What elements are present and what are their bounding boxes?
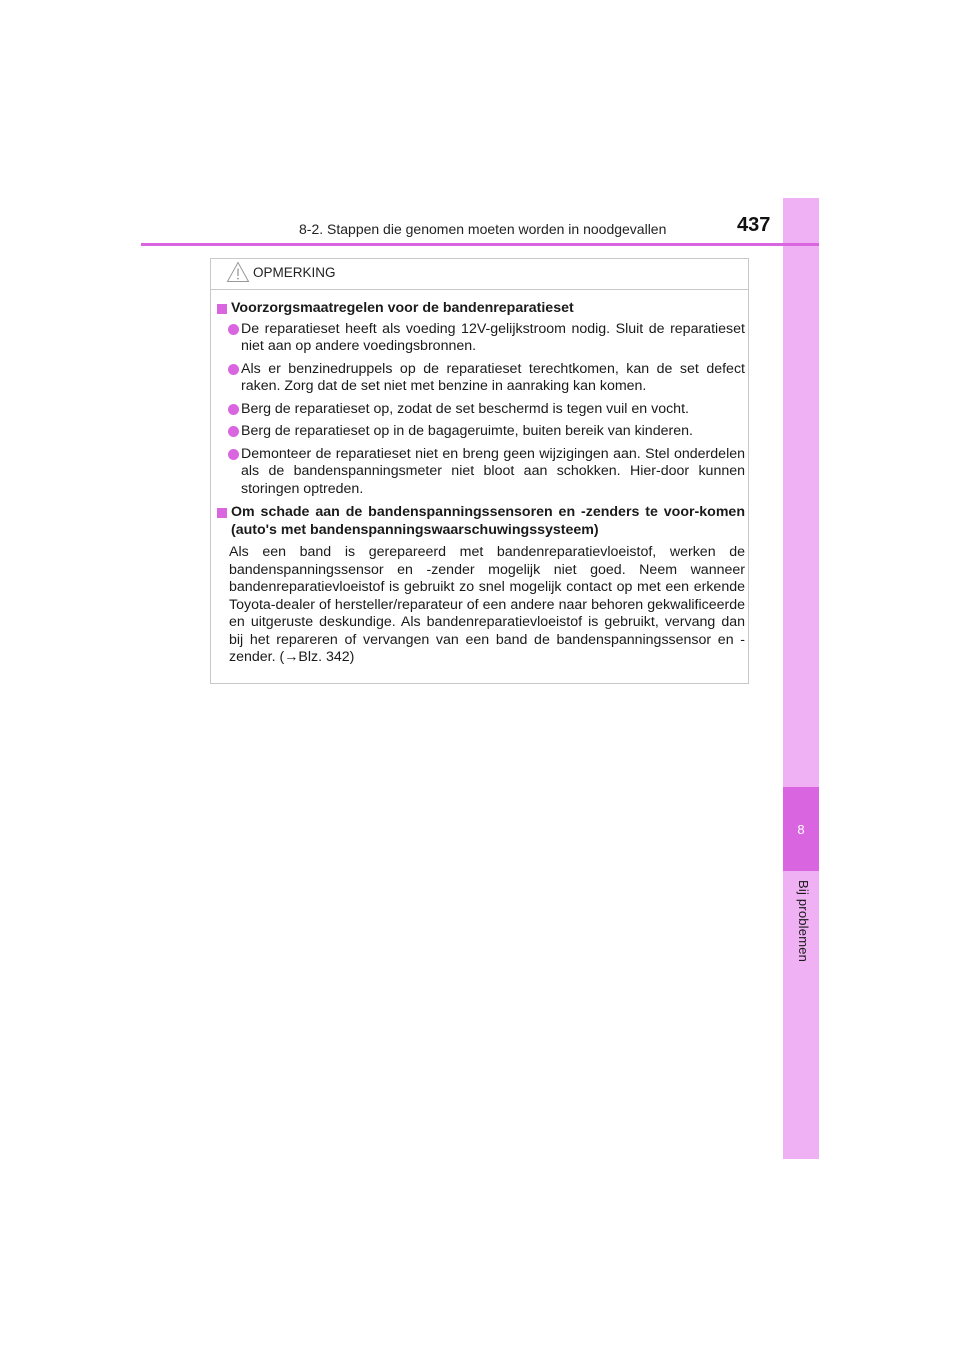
bullet-dot-icon bbox=[228, 364, 239, 375]
chapter-label: Bij problemen bbox=[796, 880, 811, 963]
bullet-dot-icon bbox=[228, 426, 239, 437]
section-square-icon bbox=[217, 304, 227, 314]
bullet-dot-icon bbox=[228, 449, 239, 460]
bullet-text: Demonteer de reparatieset niet en breng geen wijzigingen aan. Stel onderdelen als de bandenspanningsmeter niet bloot aan schokken. Hier-door kunnen storingen optreden. bbox=[241, 445, 745, 497]
bullet-item bbox=[215, 423, 745, 441]
section-square-icon bbox=[217, 508, 227, 518]
section-heading-text: Voorzorgsmaatregelen voor de bandenreparatieset bbox=[231, 300, 574, 316]
bullet-item bbox=[215, 401, 745, 419]
notice-section bbox=[215, 300, 745, 498]
notice-box bbox=[210, 258, 749, 684]
section-heading-text: Om schade aan de bandenspanningssensoren en -zenders te voor-komen (auto's met bandenspanningswaarschuwingssysteem) bbox=[231, 504, 745, 538]
section-paragraph: Als een band is gerepareerd met bandenreparatievloeistof, werken de bandenspanningssensor en -zender mogelijk niet goed. Neem wanneer bandenreparatievloeistof is gebruikt zo snel mogelijk contact op met een erkende Toyota-dealer of hersteller/reparateur of een andere naar behoren gekwalificeerde en uitgeruste deskundige. Als bandenreparatievloeistof is gebruikt, vervang dan bij het repareren of vervangen van een band de bandenspanningssensor en -zender. (→Blz. 342) bbox=[229, 544, 745, 665]
bullet-dot-icon bbox=[228, 324, 239, 335]
notice-section bbox=[215, 504, 745, 667]
section-heading bbox=[215, 300, 745, 318]
bullet-item bbox=[215, 321, 745, 356]
notice-header bbox=[211, 259, 748, 290]
bullet-text: Berg de reparatieset op, zodat de set beschermd is tegen vuil en vocht. bbox=[241, 400, 689, 417]
bullet-text: Berg de reparatieset op in de bagageruimte, buiten bereik van kinderen. bbox=[241, 423, 693, 439]
bullet-text: Als er benzinedruppels op de reparatieset terechtkomen, kan de set defect raken. Zorg dat de set niet met benzine in aanraking kan komen. bbox=[241, 360, 745, 394]
bullet-item bbox=[215, 446, 745, 499]
bullet-text: De reparatieset heeft als voeding 12V-gelijkstroom nodig. Sluit de reparatieset niet aan op andere voedingsbronnen. bbox=[241, 320, 745, 354]
bullet-dot-icon bbox=[228, 404, 239, 415]
bullet-item bbox=[215, 361, 745, 396]
chapter-side-tab bbox=[783, 198, 819, 1159]
page-number: 437 bbox=[737, 214, 771, 236]
section-heading bbox=[215, 504, 745, 539]
warning-triangle-icon bbox=[226, 261, 250, 283]
header-divider bbox=[141, 243, 819, 246]
notice-title: OPMERKING bbox=[253, 265, 336, 280]
chapter-number: 8 bbox=[783, 787, 819, 871]
section-header-title: 8-2. Stappen die genomen moeten worden in noodgevallen bbox=[299, 221, 667, 237]
